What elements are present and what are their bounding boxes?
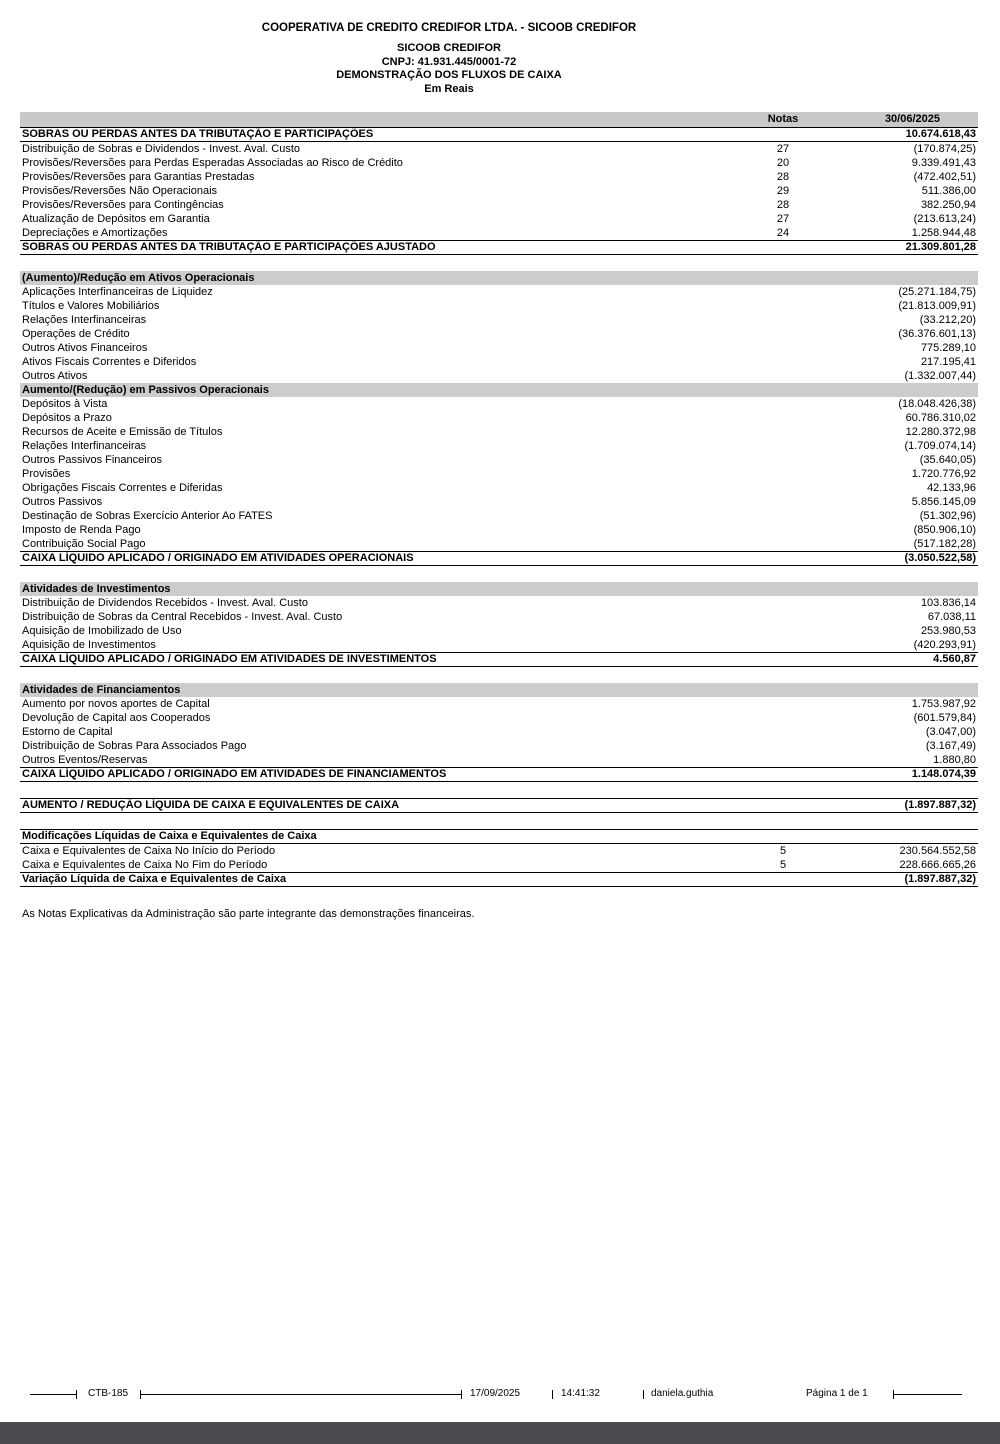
- row-label: Relações Interfinanceiras: [22, 439, 147, 452]
- table-row: [20, 327, 978, 341]
- row-value: (472.402,51): [913, 170, 976, 183]
- row-value: (213.613,24): [913, 212, 976, 225]
- date-column-header: 30/06/2025: [884, 113, 940, 125]
- document-header: [20, 22, 878, 96]
- row-label: Depósitos a Prazo: [22, 411, 112, 424]
- row-label: Aquisição de Investimentos: [22, 638, 156, 651]
- row-label: Títulos e Valores Mobiliários: [22, 299, 160, 312]
- table-row: [20, 610, 978, 624]
- bottom-bar: [0, 1422, 1000, 1444]
- table-row: [20, 127, 978, 142]
- table-row: [20, 495, 978, 509]
- table-row: [20, 624, 978, 638]
- row-value: (3.167,49): [925, 739, 976, 752]
- row-label: CAIXA LÍQUIDO APLICADO / ORIGINADO EM ATIVIDADES OPERACIONAIS: [22, 552, 414, 564]
- footer-tick: [461, 1390, 462, 1399]
- table-row: [20, 439, 978, 453]
- row-notes: 5: [779, 844, 787, 857]
- row-label: Contribuição Social Pago: [22, 537, 146, 550]
- table-row: [20, 355, 978, 369]
- row-label: Destinação de Sobras Exercício Anterior Ao FATES: [22, 509, 273, 522]
- row-label: Estorno de Capital: [22, 725, 113, 738]
- row-value: (18.048.426,38): [898, 397, 976, 410]
- table-row: [20, 184, 978, 198]
- row-label: Outros Eventos/Reservas: [22, 753, 148, 766]
- table-row: [20, 858, 978, 872]
- footer-tick: [76, 1390, 77, 1399]
- row-label: Outros Ativos: [22, 369, 88, 382]
- table-row: [20, 523, 978, 537]
- table-body: [20, 127, 978, 887]
- row-label: Aumento por novos aportes de Capital: [22, 697, 210, 710]
- table-row: [20, 798, 978, 813]
- table-row: [20, 509, 978, 523]
- row-value: (420.293,91): [913, 638, 976, 651]
- table-row: [20, 537, 978, 551]
- row-label: Outros Passivos: [22, 495, 103, 508]
- row-value: (1.332.007,44): [904, 369, 976, 382]
- table-row: [20, 271, 978, 285]
- row-value: 60.786.310,02: [905, 411, 976, 424]
- table-row: [20, 212, 978, 226]
- row-value: (3.050.522,58): [904, 552, 976, 564]
- table-row: [20, 638, 978, 652]
- row-value: 1.753.987,92: [911, 697, 976, 710]
- table-row: [20, 142, 978, 156]
- row-value: 775.289,10: [920, 341, 976, 354]
- footer-date: 17/09/2025: [470, 1388, 521, 1399]
- row-value: (3.047,00): [925, 725, 976, 738]
- table-row: [20, 226, 978, 240]
- row-value: (601.579,84): [913, 711, 976, 724]
- row-label: Distribuição de Sobras e Dividendos - Invest. Aval. Custo: [22, 142, 300, 155]
- table-row: [20, 844, 978, 858]
- footer-rule-left: [30, 1394, 76, 1395]
- footer-rule-right: [894, 1394, 962, 1395]
- row-label: Provisões/Reversões para Garantias Prestadas: [22, 170, 255, 183]
- row-label: SOBRAS OU PERDAS ANTES DA TRIBUTAÇÃO E PARTICIPAÇÕES AJUSTADO: [22, 241, 436, 253]
- table-row: [20, 829, 978, 844]
- row-value: 9.339.491,43: [911, 156, 976, 169]
- currency-note: Em Reais: [424, 82, 474, 95]
- table-row: [20, 397, 978, 411]
- row-label: Devolução de Capital aos Cooperados: [22, 711, 211, 724]
- footer-user: daniela.guthia: [651, 1388, 714, 1399]
- row-value: (36.376.601,13): [898, 327, 976, 340]
- row-value: (21.813.009,91): [898, 299, 976, 312]
- row-value: 5.856.145,09: [911, 495, 976, 508]
- row-value: (35.640,05): [919, 453, 976, 466]
- row-value: 4.560,87: [933, 653, 976, 665]
- table-row: [20, 683, 978, 697]
- footer-time: 14:41:32: [561, 1388, 600, 1399]
- cashflow-table: [20, 112, 978, 887]
- row-label: Caixa e Equivalentes de Caixa No Fim do Período: [22, 858, 268, 871]
- row-label: Obrigações Fiscais Correntes e Diferidas: [22, 481, 223, 494]
- row-label: Depreciações e Amortizações: [22, 226, 168, 239]
- row-value: (1.897.887,32): [904, 873, 976, 885]
- row-label: Aplicações Interfinanceiras de Liquidez: [22, 285, 213, 298]
- row-label: Aquisição de Imobilizado de Uso: [22, 624, 182, 637]
- row-label: Modificações Líquidas de Caixa e Equivalentes de Caixa: [22, 830, 317, 842]
- row-value: 10.674.618,43: [905, 128, 976, 140]
- row-value: (850.906,10): [913, 523, 976, 536]
- row-label: Distribuição de Sobras Para Associados Pago: [22, 739, 247, 752]
- print-footer: [0, 1388, 1000, 1402]
- row-value: 21.309.801,28: [905, 241, 976, 253]
- table-row: [20, 411, 978, 425]
- row-notes: 28: [776, 198, 790, 211]
- spacer-row: [20, 255, 978, 271]
- table-row: [20, 285, 978, 299]
- row-label: Provisões/Reversões para Contingências: [22, 198, 224, 211]
- row-value: (1.709.074,14): [904, 439, 976, 452]
- row-label: SOBRAS OU PERDAS ANTES DA TRIBUTAÇÃO E PARTICIPAÇÕES: [22, 128, 374, 140]
- row-label: Atualização de Depósitos em Garantia: [22, 212, 210, 225]
- spacer-row: [20, 813, 978, 829]
- row-notes: 20: [776, 156, 790, 169]
- row-notes: 5: [779, 858, 787, 871]
- row-label: Provisões: [22, 467, 71, 480]
- row-label: CAIXA LÍQUIDO APLICADO / ORIGINADO EM ATIVIDADES DE INVESTIMENTOS: [22, 653, 437, 665]
- footer-report-code: CTB-185: [88, 1388, 129, 1399]
- row-value: (170.874,25): [913, 142, 976, 155]
- row-label: AUMENTO / REDUÇÃO LÍQUIDA DE CAIXA E EQUIVALENTES DE CAIXA: [22, 799, 400, 811]
- table-row: [20, 170, 978, 184]
- company-name: COOPERATIVA DE CREDITO CREDIFOR LTDA. - SICOOB CREDIFOR: [261, 22, 637, 34]
- table-row: [20, 467, 978, 481]
- row-label: Imposto de Renda Pago: [22, 523, 141, 536]
- row-value: 511.386,00: [921, 184, 976, 197]
- row-label: Atividades de Investimentos: [22, 582, 171, 595]
- table-row: [20, 551, 978, 566]
- footer-rule-middle: [141, 1394, 461, 1395]
- row-value: 230.564.552,58: [899, 844, 976, 857]
- row-label: Atividades de Financiamentos: [22, 683, 181, 696]
- table-row: [20, 299, 978, 313]
- row-value: 1.880,80: [933, 753, 976, 766]
- row-notes: 28: [776, 170, 790, 183]
- trade-name: SICOOB CREDIFOR: [397, 42, 501, 54]
- table-row: [20, 697, 978, 711]
- row-label: Outros Passivos Financeiros: [22, 453, 162, 466]
- table-row: [20, 481, 978, 495]
- row-value: 382.250,94: [920, 198, 976, 211]
- row-label: Relações Interfinanceiras: [22, 313, 147, 326]
- footer-tick: [643, 1390, 644, 1399]
- row-value: (51.302,96): [919, 509, 976, 522]
- row-value: 103.836,14: [920, 596, 976, 609]
- spacer-row: [20, 566, 978, 582]
- footnote: As Notas Explicativas da Administração são parte integrante das demonstrações financeiras.: [22, 908, 475, 920]
- notes-column-header: Notas: [767, 113, 799, 125]
- row-value: 1.258.944,48: [911, 226, 976, 239]
- row-value: 42.133,96: [927, 481, 976, 494]
- row-value: (33.212,20): [919, 313, 976, 326]
- row-value: 253.980,53: [920, 624, 976, 637]
- row-label: Recursos de Aceite e Emissão de Títulos: [22, 425, 223, 438]
- row-label: Depósitos à Vista: [22, 397, 108, 410]
- cnpj: CNPJ: 41.931.445/0001-72: [381, 55, 517, 68]
- row-value: 228.666.665,26: [899, 858, 976, 871]
- row-label: Aumento/(Redução) em Passivos Operacionais: [22, 383, 269, 396]
- row-label: Provisões/Reversões Não Operacionais: [22, 184, 218, 197]
- table-row: [20, 425, 978, 439]
- row-value: (517.182,28): [913, 537, 976, 550]
- row-value: 217.195,41: [920, 355, 976, 368]
- table-row: [20, 872, 978, 887]
- row-label: (Aumento)/Redução em Ativos Operacionais: [22, 271, 255, 284]
- table-row: [20, 383, 978, 397]
- row-notes: 29: [776, 184, 790, 197]
- table-row: [20, 753, 978, 767]
- row-notes: 27: [776, 142, 790, 155]
- spacer-row: [20, 667, 978, 683]
- row-label: Variação Líquida de Caixa e Equivalentes de Caixa: [22, 873, 287, 885]
- table-row: [20, 767, 978, 782]
- table-header-row: [20, 112, 978, 127]
- row-value: (1.897.887,32): [904, 799, 976, 811]
- row-value: (25.271.184,75): [898, 285, 976, 298]
- table-row: [20, 739, 978, 753]
- table-row: [20, 341, 978, 355]
- row-value: 12.280.372,98: [905, 425, 976, 438]
- row-label: Provisões/Reversões para Perdas Esperadas Associadas ao Risco de Crédito: [22, 156, 403, 169]
- report-title: DEMONSTRAÇÃO DOS FLUXOS DE CAIXA: [336, 69, 562, 81]
- row-label: Ativos Fiscais Correntes e Diferidos: [22, 355, 197, 368]
- table-row: [20, 453, 978, 467]
- table-row: [20, 596, 978, 610]
- spacer-row: [20, 782, 978, 798]
- table-row: [20, 725, 978, 739]
- footer-page-number: Página 1 de 1: [806, 1388, 868, 1399]
- table-row: [20, 313, 978, 327]
- row-label: CAIXA LÍQUIDO APLICADO / ORIGINADO EM ATIVIDADES DE FINANCIAMENTOS: [22, 768, 447, 780]
- row-label: Operações de Crédito: [22, 327, 130, 340]
- row-value: 1.720.776,92: [911, 467, 976, 480]
- row-label: Caixa e Equivalentes de Caixa No Início do Período: [22, 844, 276, 857]
- table-row: [20, 156, 978, 170]
- table-row: [20, 582, 978, 596]
- table-row: [20, 240, 978, 255]
- row-notes: 27: [776, 212, 790, 225]
- row-notes: 24: [776, 226, 790, 239]
- table-row: [20, 198, 978, 212]
- table-row: [20, 711, 978, 725]
- row-label: Outros Ativos Financeiros: [22, 341, 148, 354]
- table-row: [20, 369, 978, 383]
- footer-tick: [552, 1390, 553, 1399]
- table-row: [20, 652, 978, 667]
- row-value: 1.148.074,39: [911, 768, 976, 780]
- row-value: 67.038,11: [927, 610, 976, 623]
- row-label: Distribuição de Sobras da Central Recebidos - Invest. Aval. Custo: [22, 610, 343, 623]
- row-label: Distribuição de Dividendos Recebidos - Invest. Aval. Custo: [22, 596, 308, 609]
